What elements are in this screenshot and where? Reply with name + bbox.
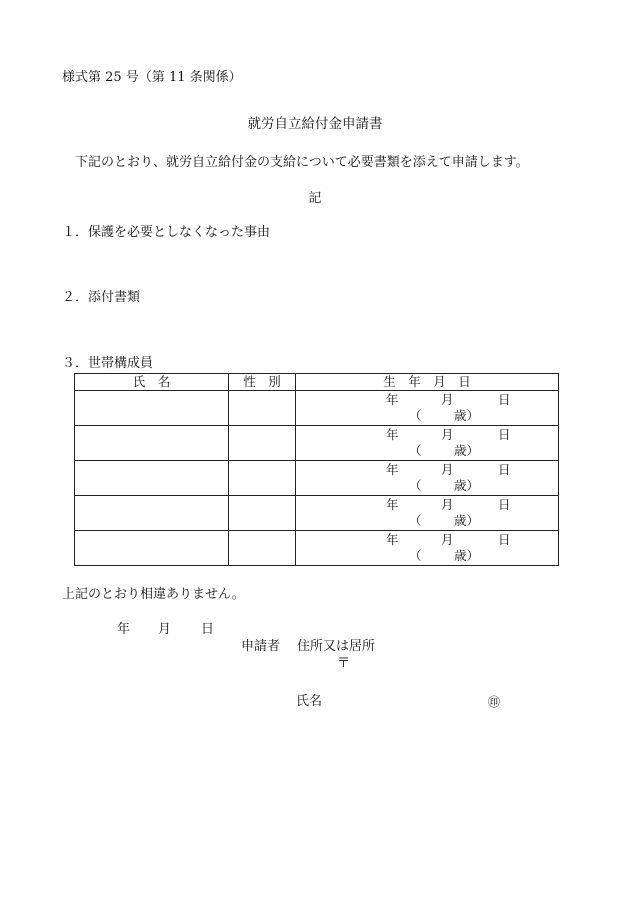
document-title: 就労自立給付金申請書 bbox=[247, 116, 383, 132]
header-sex: 性 別 bbox=[229, 374, 296, 391]
age-open-paren: （ bbox=[409, 443, 422, 458]
age-label: 歳） bbox=[454, 548, 480, 563]
application-date bbox=[117, 622, 214, 638]
dob-day-label: 日 bbox=[498, 392, 511, 407]
age-label: 歳） bbox=[454, 408, 480, 423]
date-month: 月 bbox=[158, 622, 172, 637]
dob-month-label: 月 bbox=[441, 497, 454, 512]
dob-year-label: 年 bbox=[386, 392, 399, 407]
table-row bbox=[75, 531, 559, 566]
dob-day-label: 日 bbox=[498, 427, 511, 442]
dob-day-label: 日 bbox=[498, 462, 511, 477]
item-household-label: ３．世帯構成員 bbox=[62, 356, 154, 371]
dob-day-label: 日 bbox=[498, 497, 511, 512]
header-name: 氏 名 bbox=[75, 374, 229, 391]
intro-text: 下記のとおり、就労自立給付金の支給について必要書類を添えて申請します。 bbox=[75, 155, 529, 170]
header-dob: 生 年 月 日 bbox=[296, 374, 559, 391]
table-header-row bbox=[75, 374, 559, 391]
postal-mark: 〒 bbox=[337, 656, 351, 671]
table-row bbox=[75, 496, 559, 531]
form-number: 様式第 25 号（第 11 条関係） bbox=[62, 70, 242, 85]
age-label: 歳） bbox=[454, 443, 480, 458]
item-reason-label: １．保護を必要としなくなった事由 bbox=[62, 225, 271, 240]
member-name-cell[interactable] bbox=[75, 461, 229, 496]
dob-year-label: 年 bbox=[386, 532, 399, 547]
date-year: 年 bbox=[117, 622, 131, 637]
age-open-paren: （ bbox=[409, 548, 422, 563]
member-dob-cell[interactable] bbox=[296, 496, 559, 531]
member-dob-cell[interactable] bbox=[296, 461, 559, 496]
member-name-cell[interactable] bbox=[75, 426, 229, 461]
member-name-cell[interactable] bbox=[75, 496, 229, 531]
table-row bbox=[75, 391, 559, 426]
table-row bbox=[75, 461, 559, 496]
dob-month-label: 月 bbox=[441, 392, 454, 407]
dob-year-label: 年 bbox=[386, 497, 399, 512]
item-attachments-label: ２．添付書類 bbox=[62, 290, 141, 305]
member-name-cell[interactable] bbox=[75, 531, 229, 566]
age-open-paren: （ bbox=[409, 408, 422, 423]
member-dob-cell[interactable] bbox=[296, 426, 559, 461]
member-sex-cell[interactable] bbox=[229, 461, 296, 496]
member-name-cell[interactable] bbox=[75, 391, 229, 426]
ki-heading: 記 bbox=[308, 191, 322, 206]
dob-month-label: 月 bbox=[441, 462, 454, 477]
dob-year-label: 年 bbox=[386, 462, 399, 477]
seal-mark: ㊞ bbox=[488, 695, 501, 709]
age-open-paren: （ bbox=[409, 513, 422, 528]
age-label: 歳） bbox=[454, 478, 480, 493]
table-row bbox=[75, 426, 559, 461]
age-label: 歳） bbox=[454, 513, 480, 528]
member-sex-cell[interactable] bbox=[229, 391, 296, 426]
name-label: 氏名 bbox=[296, 694, 323, 709]
address-label: 住所又は居所 bbox=[297, 639, 376, 654]
member-sex-cell[interactable] bbox=[229, 426, 296, 461]
confirmation-text: 上記のとおり相違ありません。 bbox=[62, 587, 245, 602]
dob-month-label: 月 bbox=[441, 427, 454, 442]
household-members-table bbox=[74, 373, 559, 566]
member-sex-cell[interactable] bbox=[229, 531, 296, 566]
dob-day-label: 日 bbox=[498, 532, 511, 547]
applicant-label: 申請者 bbox=[241, 639, 281, 654]
member-dob-cell[interactable] bbox=[296, 531, 559, 566]
date-day: 日 bbox=[201, 622, 215, 637]
member-sex-cell[interactable] bbox=[229, 496, 296, 531]
age-open-paren: （ bbox=[409, 478, 422, 493]
member-dob-cell[interactable] bbox=[296, 391, 559, 426]
dob-year-label: 年 bbox=[386, 427, 399, 442]
dob-month-label: 月 bbox=[441, 532, 454, 547]
